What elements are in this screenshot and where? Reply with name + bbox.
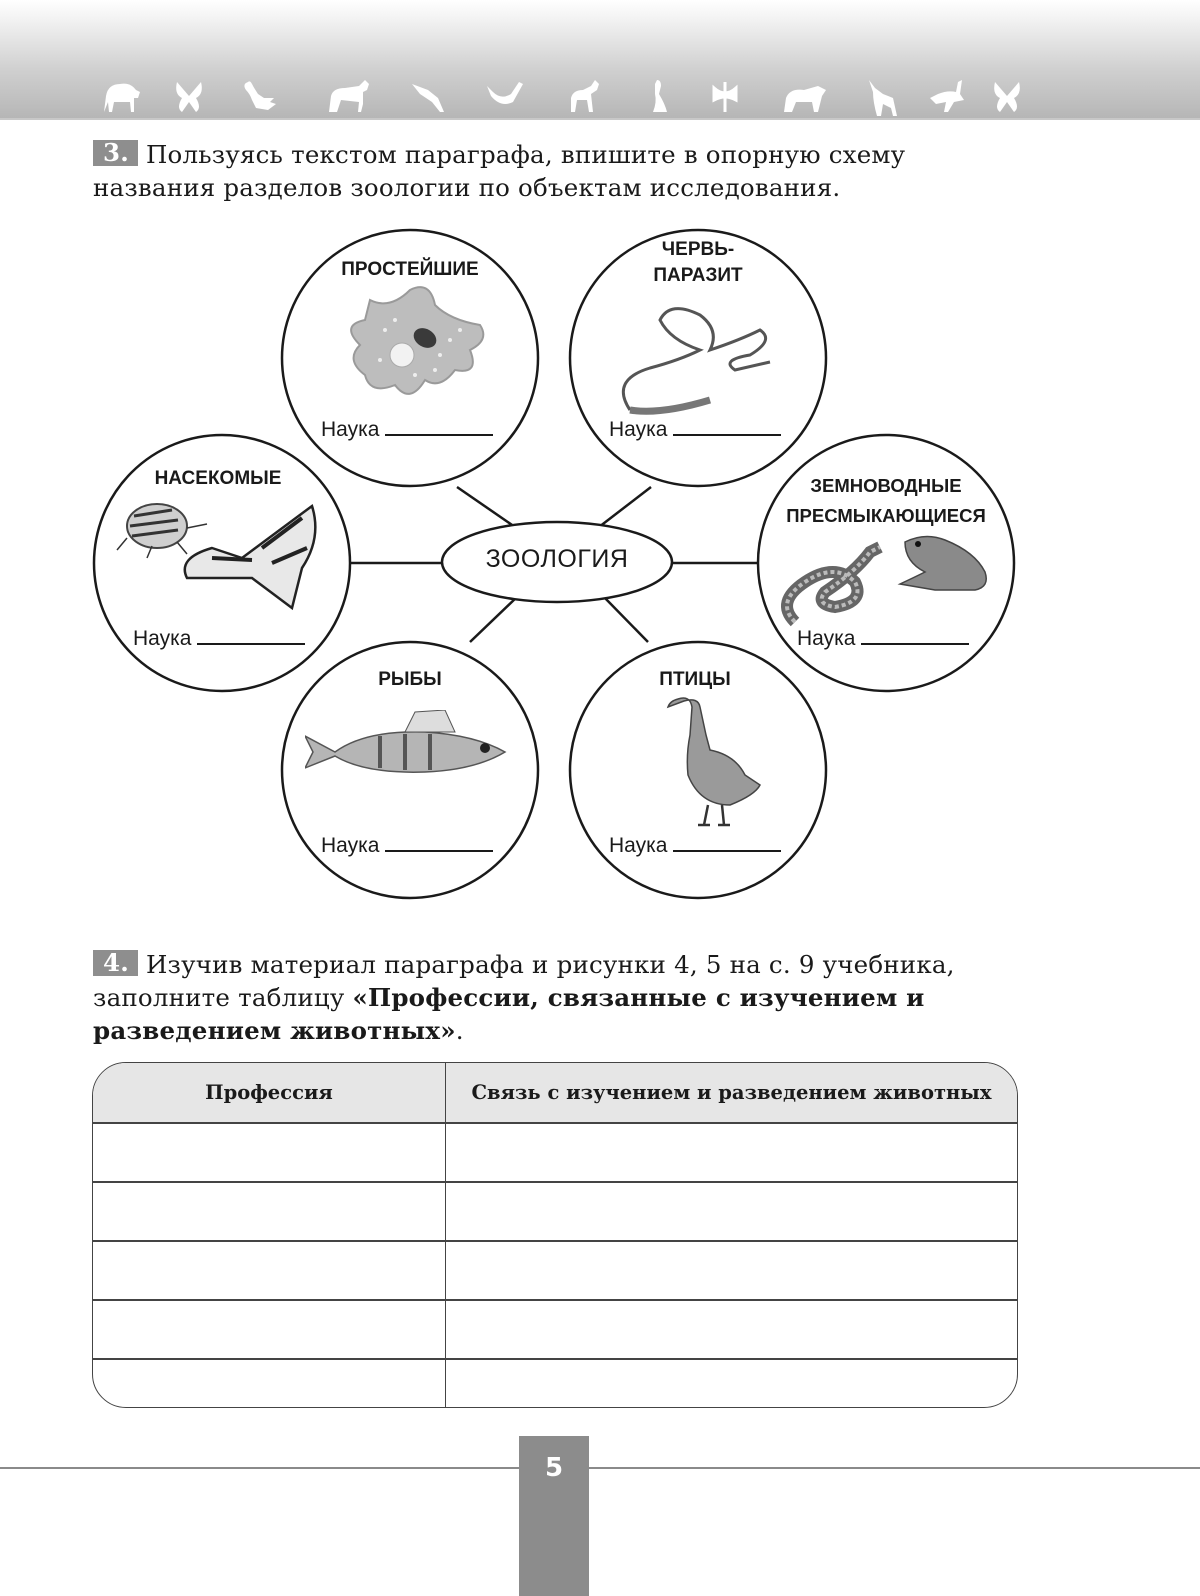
- cell-profession[interactable]: [93, 1359, 446, 1408]
- node-title-birds: ПТИЦЫ: [659, 669, 731, 690]
- task-number-badge: 3.: [93, 140, 138, 166]
- node-title-amphibians-reptiles: [766, 471, 1006, 531]
- goose-illustration: [660, 695, 765, 830]
- science-label: Наука: [321, 834, 380, 857]
- header-profession: Профессия: [93, 1063, 446, 1123]
- page-number: 5: [519, 1436, 589, 1596]
- professions-table: [92, 1062, 1018, 1408]
- table-row: [93, 1182, 1017, 1241]
- cell-connection[interactable]: [446, 1241, 1018, 1300]
- task-4-table-title: «Профессии, связанные с изучением и разведением животных»: [93, 983, 925, 1045]
- amoeba-illustration: [340, 280, 490, 410]
- center-label-zoology: ЗООЛОГИЯ: [485, 545, 629, 573]
- scorpion-icon: [240, 78, 282, 114]
- table-row: [93, 1359, 1017, 1408]
- bison-icon: [100, 78, 142, 114]
- cell-connection[interactable]: [446, 1359, 1018, 1408]
- tapeworm-illustration: [610, 300, 780, 420]
- cell-connection[interactable]: [446, 1182, 1018, 1241]
- footer-divider: [0, 1467, 1200, 1469]
- cell-profession[interactable]: [93, 1123, 446, 1182]
- cell-connection[interactable]: [446, 1123, 1018, 1182]
- boar-icon: [780, 78, 830, 114]
- node-title-line-1: ЗЕМНОВОДНЫЕ: [810, 475, 962, 496]
- science-label: Наука: [133, 627, 192, 650]
- node-title-line-1: ЧЕРВЬ-: [661, 239, 735, 260]
- science-field-worm[interactable]: [609, 416, 781, 442]
- bird-icon: [410, 78, 450, 114]
- node-title-line-2: ПАРАЗИТ: [653, 265, 743, 286]
- task-4-instructions: Изучив материал параграфа и рисунки 4, 5 на с. 9 учебника, заполните таблицу: [93, 950, 955, 1012]
- science-field-birds[interactable]: [609, 832, 781, 858]
- cell-profession[interactable]: [93, 1182, 446, 1241]
- butterfly-icon: [174, 78, 204, 114]
- science-field-amphibians-reptiles[interactable]: [797, 625, 969, 651]
- antelope-icon: [928, 78, 968, 114]
- task-3: [93, 138, 1033, 204]
- cell-profession[interactable]: [93, 1300, 446, 1359]
- science-blank-input[interactable]: [861, 625, 969, 645]
- goat-icon: [565, 78, 603, 114]
- node-title-worm: [598, 237, 798, 289]
- zoology-diagram: [0, 220, 1200, 920]
- task-4: [93, 948, 1033, 1047]
- node-title-insects: НАСЕКОМЫЕ: [154, 468, 282, 489]
- snake-and-frog-illustration: [775, 532, 995, 632]
- butterfly-icon: [992, 78, 1022, 114]
- science-blank-input[interactable]: [673, 416, 781, 436]
- science-blank-input[interactable]: [385, 832, 493, 852]
- beetle-and-butterfly-illustration: [112, 498, 322, 618]
- science-label: Наука: [609, 418, 668, 441]
- table-row: [93, 1300, 1017, 1359]
- node-title-protozoa: ПРОСТЕЙШИЕ: [341, 259, 479, 280]
- table-row: [93, 1241, 1017, 1300]
- science-blank-input[interactable]: [385, 416, 493, 436]
- penguin-icon: [647, 78, 671, 114]
- science-field-fish[interactable]: [321, 832, 493, 858]
- table-header-row: [93, 1063, 1017, 1123]
- horse-icon: [325, 78, 373, 114]
- science-label: Наука: [609, 834, 668, 857]
- node-title-line-2: ПРЕСМЫКАЮЩИЕСЯ: [786, 505, 986, 526]
- science-label: Наука: [797, 627, 856, 650]
- animal-silhouette-row: [90, 78, 1050, 118]
- science-label: Наука: [321, 418, 380, 441]
- science-blank-input[interactable]: [197, 625, 305, 645]
- header-connection: Связь с изучением и разведением животных: [446, 1063, 1018, 1123]
- science-field-protozoa[interactable]: [321, 416, 493, 442]
- cat-icon: [863, 78, 899, 118]
- table-row: [93, 1123, 1017, 1182]
- science-field-insects[interactable]: [133, 625, 305, 651]
- dolphin-icon: [483, 78, 527, 114]
- task-4-period: .: [455, 1016, 464, 1045]
- task-3-instructions: Пользуясь текстом параграфа, впишите в опорную схему названия разделов зоологии по объектам исследования.: [93, 140, 906, 202]
- science-blank-input[interactable]: [673, 832, 781, 852]
- cell-connection[interactable]: [446, 1300, 1018, 1359]
- perch-illustration: [305, 710, 510, 800]
- node-title-fish: РЫБЫ: [378, 669, 442, 690]
- cell-profession[interactable]: [93, 1241, 446, 1300]
- header-band: [0, 0, 1200, 120]
- task-number-badge: 4.: [93, 950, 138, 976]
- insect-icon: [708, 78, 742, 114]
